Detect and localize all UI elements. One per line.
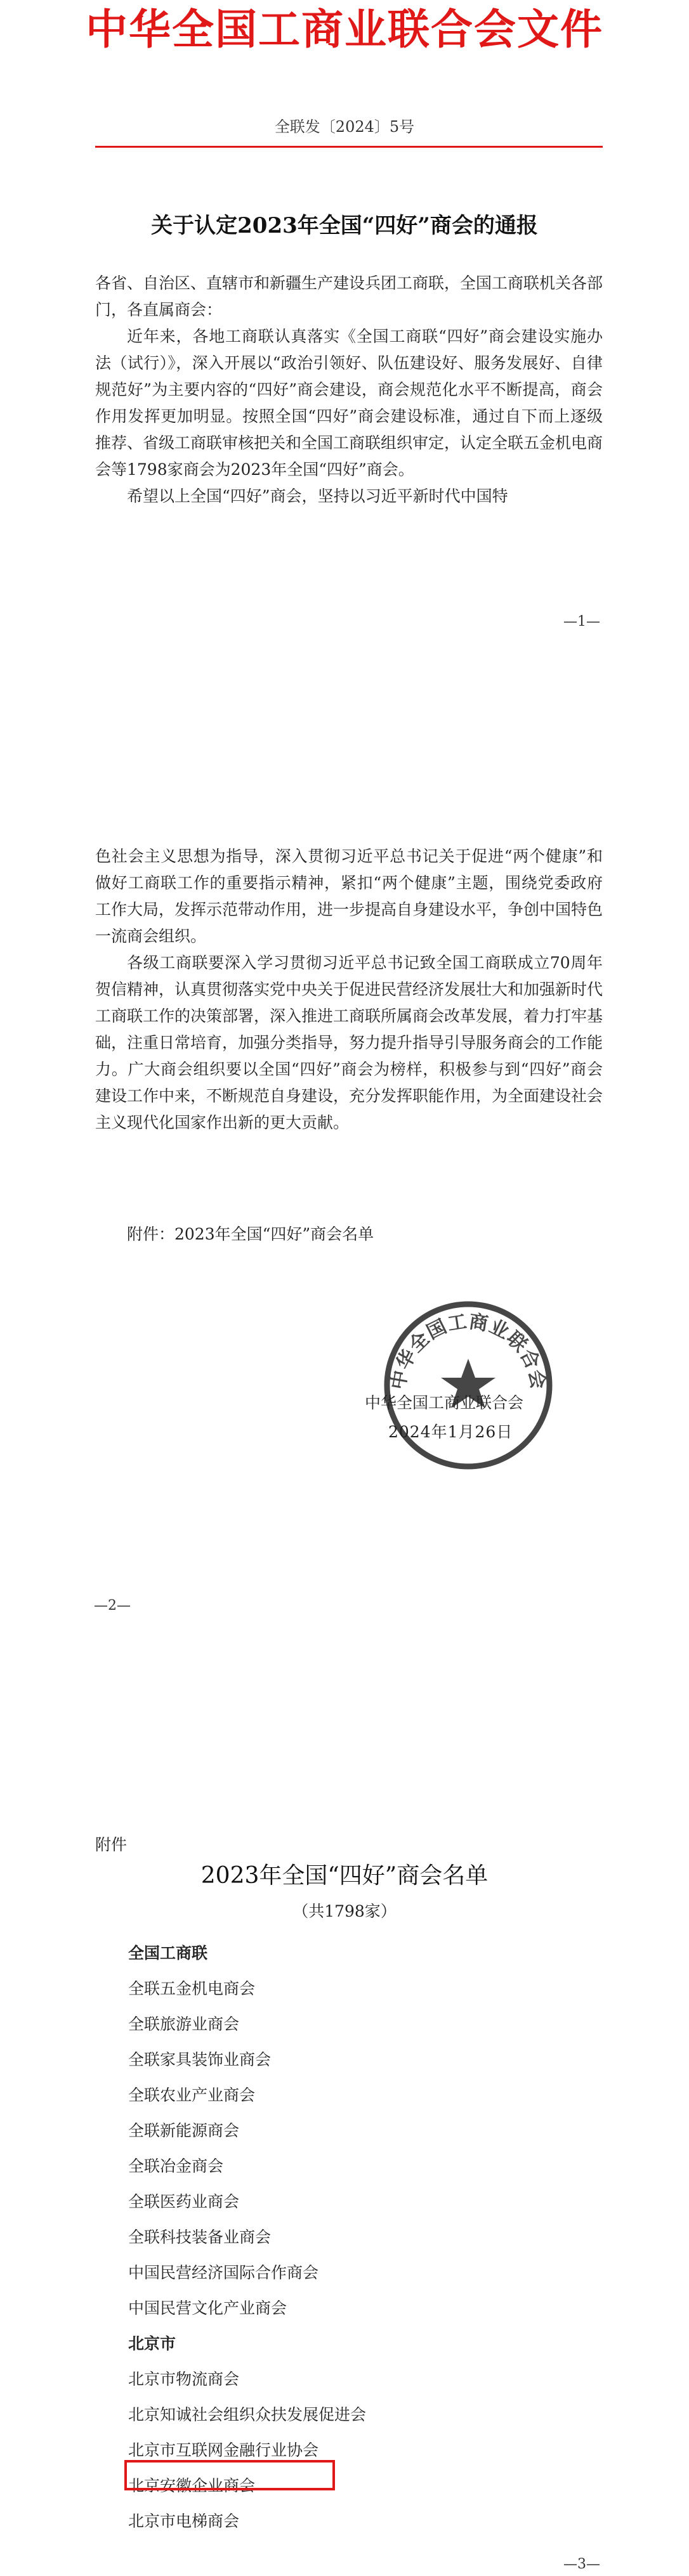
list-title: 2023年全国“四好”商会名单 [200, 1863, 489, 1889]
list-item: 全联新能源商会 [128, 2121, 240, 2140]
list-item: 北京市物流商会 [128, 2370, 240, 2388]
paragraph-2-start: 希望以上全国“四好”商会，坚持以习近平新时代中国特 [127, 487, 508, 505]
list-group-heading: 全国工商联 [128, 1944, 208, 1962]
page-3 [0, 1756, 689, 2576]
page-number-1: —1— [563, 614, 600, 630]
chamber-list [128, 1936, 572, 2539]
page-number-3: —3— [563, 2556, 600, 2572]
list-item: 中国民营经济国际合作商会 [128, 2263, 319, 2282]
list-item: 全联医药业商会 [128, 2192, 240, 2211]
list-item: 全联农业产业商会 [128, 2086, 256, 2104]
list-item: 北京知诚社会组织众扶发展促进会 [128, 2405, 367, 2424]
page-2-body [95, 843, 603, 1136]
document-header-title: 中华全国工商业联合会文件 [86, 5, 603, 54]
official-seal [379, 1297, 557, 1474]
page-2 [0, 818, 689, 1756]
list-count: （共1798家） [292, 1902, 397, 1920]
attachment-label: 附件 [95, 1835, 128, 1854]
list-item: 全联五金机电商会 [128, 1979, 256, 1998]
paragraph-3: 各级工商联要深入学习贯彻习近平总书记致全国工商联成立70周年贺信精神，认真贯彻落实党中央关于促进民营经济发展壮大和加强新时代工商联工作的决策部署，深入推进工商联所属商会改革发展，着力打牢基础，注重日常培育，加强分类指导，努力提升指导引导服务商会的工作能力。广大商会组织要以全国“四好”商会为榜样，积极参与到“四好”商会建设工作中来，不断规范自身建设，充分发挥职能作用，为全面建设社会主义现代化国家作出新的更大贡献。 [95, 954, 603, 1132]
recipients-line: 各省、自治区、直辖市和新疆生产建设兵团工商联，全国工商联机关各部门，各直属商会： [95, 274, 603, 319]
list-item: 北京市电梯商会 [128, 2512, 240, 2530]
list-item: 北京市互联网金融行业协会 [128, 2441, 319, 2459]
list-item: 中国民营文化产业商会 [128, 2299, 287, 2317]
list-item: 全联科技装备业商会 [128, 2228, 272, 2246]
attachment-note: 附件：2023年全国“四好”商会名单 [127, 1225, 374, 1243]
list-item: 全联冶金商会 [128, 2157, 224, 2175]
list-item: 全联家具装饰业商会 [128, 2050, 272, 2069]
notice-body [95, 270, 603, 510]
seal-text: 中华全国工商业联合会 [387, 1311, 549, 1392]
signature-date: 2024年1月26日 [388, 1423, 513, 1441]
paragraph-2-continued: 色社会主义思想为指导，深入贯彻习近平总书记关于促进“两个健康”和做好工商联工作的重要指示精神，紧扣“两个健康”主题，围绕党委政府工作大局，发挥示范带动作用，进一步提高自身建设水平，争创中国特色一流商会组织。 [95, 847, 603, 945]
attachment-note-block [95, 1221, 603, 1248]
list-item: 北京安徽企业商会 [128, 2476, 256, 2495]
document-number: 全联发〔2024〕5号 [274, 118, 415, 136]
page-1 [0, 0, 689, 818]
page-number-2: —2— [94, 1598, 131, 1614]
paragraph-1: 近年来，各地工商联认真落实《全国工商联“四好”商会建设实施办法（试行）》，深入开展以“政治引领好、队伍建设好、服务发展好、自律规范好”为主要内容的“四好”商会建设，商会规范化水平不断提高，商会作用发挥更加明显。按照全国“四好”商会建设标准，通过自下而上逐级推荐、省级工商联审核把关和全国工商联组织审定，认定全联五金机电商会等1798家商会为2023年全国“四好”商会。 [95, 327, 603, 479]
list-group-heading: 北京市 [128, 2334, 176, 2353]
list-item: 全联旅游业商会 [128, 2015, 240, 2033]
header-divider [95, 146, 603, 148]
signature-organization: 中华全国工商业联合会 [365, 1394, 524, 1412]
notice-title: 关于认定2023年全国“四好”商会的通报 [151, 213, 538, 238]
highlight-box [124, 2460, 335, 2490]
